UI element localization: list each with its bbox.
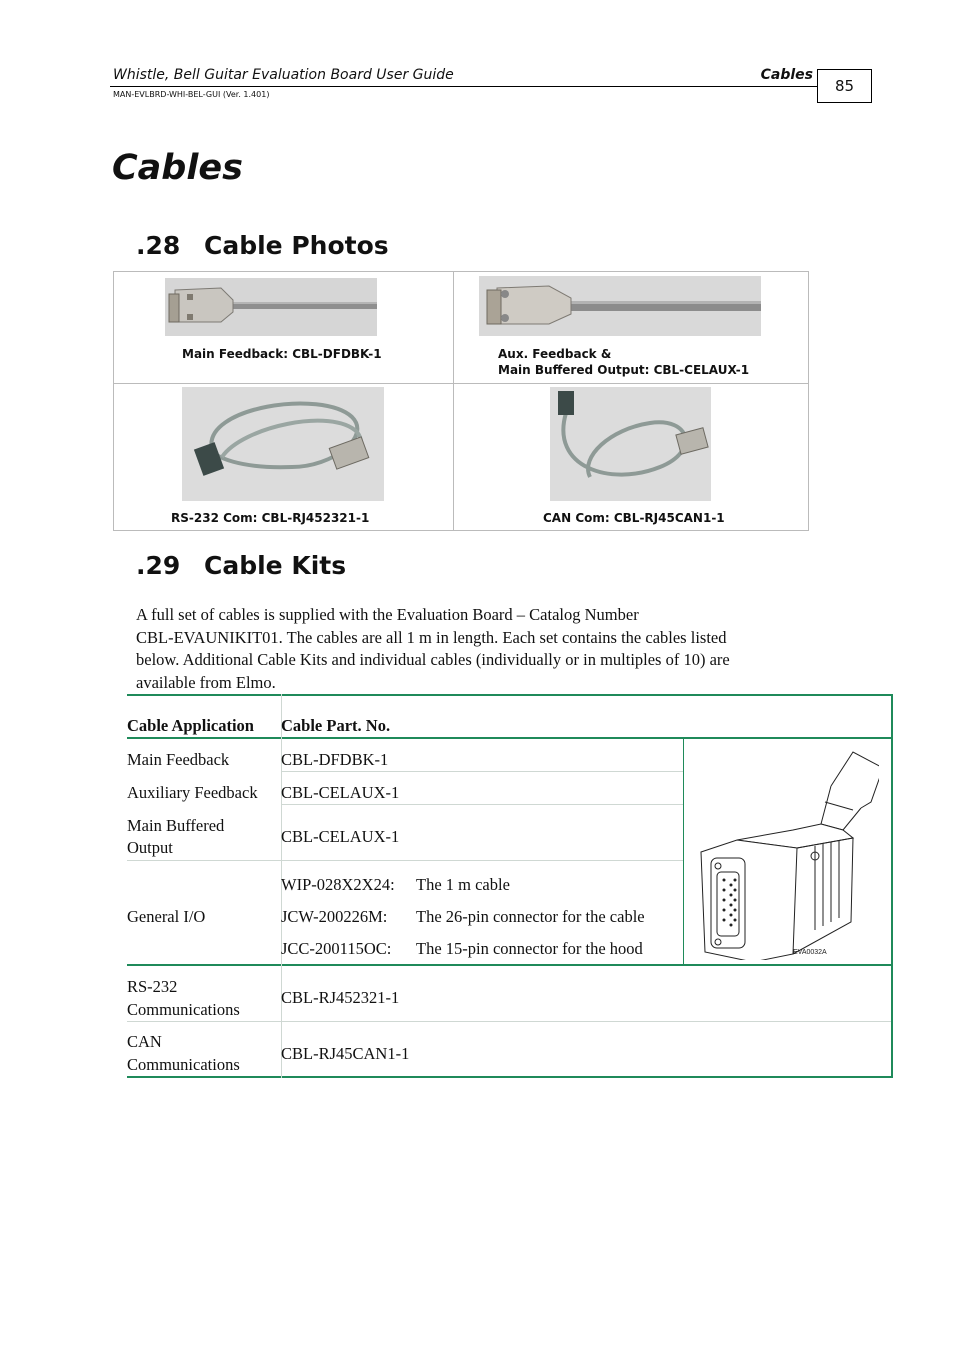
table-border-top <box>127 694 893 696</box>
section-title: Cable Kits <box>204 551 347 580</box>
application-main-buffered-line1: Main Buffered <box>127 816 225 835</box>
drawing-cell-border <box>683 738 684 965</box>
application-can-line1: CAN <box>127 1032 162 1051</box>
column-header-application: Cable Application <box>127 716 254 735</box>
paragraph-line: available from Elmo. <box>136 672 276 692</box>
row-divider <box>281 771 683 772</box>
part-can: CBL-RJ45CAN1-1 <box>281 1044 410 1063</box>
section-heading-cable-photos <box>136 231 389 260</box>
application-main-feedback: Main Feedback <box>127 750 230 769</box>
drawing-label: EVA0032A <box>793 949 827 956</box>
section-name: Cables <box>760 67 813 83</box>
caption-aux-feedback-line2: Main Buffered Output: CBL-CELAUX-1 <box>498 363 750 377</box>
column-header-part-number: Cable Part. No. <box>281 716 391 735</box>
caption-rs232: RS-232 Com: CBL-RJ452321-1 <box>171 511 370 525</box>
document-id: MAN-EVLBRD-WHI-BEL-GUI (Ver. 1.401) <box>113 90 270 99</box>
row-divider <box>281 804 683 805</box>
section-number: .29 <box>136 551 181 580</box>
section-heading-cable-kits <box>136 551 346 580</box>
document-title: Whistle, Bell Guitar Evaluation Board User Guide <box>113 67 454 83</box>
part-main-buffered: CBL-CELAUX-1 <box>281 827 400 846</box>
application-can-line2: Communications <box>127 1055 240 1074</box>
main-feedback-cable-photo <box>165 278 377 336</box>
section-title: Cable Photos <box>204 231 389 260</box>
part-general-io-connector26: JCW-200226M: <box>281 907 388 926</box>
part-general-io-connector15: JCC-200115OC: <box>281 939 392 958</box>
desc-general-io-connector15: The 15-pin connector for the hood <box>416 939 643 958</box>
aux-feedback-cable-photo <box>479 276 761 336</box>
photos-row-divider <box>114 383 808 384</box>
d-sub-connector-drawing <box>693 744 879 960</box>
caption-aux-feedback-line1: Aux. Feedback & <box>498 347 612 361</box>
table-border-bottom <box>127 1076 893 1078</box>
caption-main-feedback: Main Feedback: CBL-DFDBK-1 <box>182 347 382 361</box>
cable-kits-paragraph <box>136 604 836 694</box>
paragraph-line: CBL-EVAUNIKIT01. The cables are all 1 m in length. Each set contains the cables listed <box>136 627 727 647</box>
row-divider <box>127 860 683 861</box>
page-number: 85 <box>817 69 872 103</box>
caption-can: CAN Com: CBL-RJ45CAN1-1 <box>543 511 725 525</box>
rs232-cable-photo <box>182 387 384 501</box>
desc-general-io-connector26: The 26-pin connector for the cable <box>416 907 645 926</box>
application-rs232-line2: Communications <box>127 1000 240 1019</box>
table-border-right <box>891 694 893 1078</box>
table-header-rule <box>127 737 893 739</box>
cable-kits-table <box>127 694 893 1078</box>
chapter-title: Cables <box>112 148 243 188</box>
paragraph-line: A full set of cables is supplied with the Evaluation Board – Catalog Number <box>136 605 639 624</box>
photos-column-divider <box>453 272 454 530</box>
application-main-buffered-line2: Output <box>127 838 173 857</box>
section-number: .28 <box>136 231 181 260</box>
header-rule <box>110 86 818 87</box>
paragraph-line: below. Additional Cable Kits and individual cables (individually or in multiples of 10) are <box>136 650 730 669</box>
table-group-rule <box>127 964 893 966</box>
application-general-io: General I/O <box>127 907 206 926</box>
part-rs232: CBL-RJ452321-1 <box>281 988 400 1007</box>
part-aux-feedback: CBL-CELAUX-1 <box>281 783 400 802</box>
can-cable-photo <box>550 387 711 501</box>
row-divider <box>127 1021 891 1022</box>
part-general-io-cable: WIP-028X2X24: <box>281 875 395 894</box>
cable-photos-table <box>113 271 809 531</box>
application-aux-feedback: Auxiliary Feedback <box>127 783 258 802</box>
part-main-feedback: CBL-DFDBK-1 <box>281 750 389 769</box>
desc-general-io-cable: The 1 m cable <box>416 875 510 894</box>
application-rs232-line1: RS-232 <box>127 977 178 996</box>
